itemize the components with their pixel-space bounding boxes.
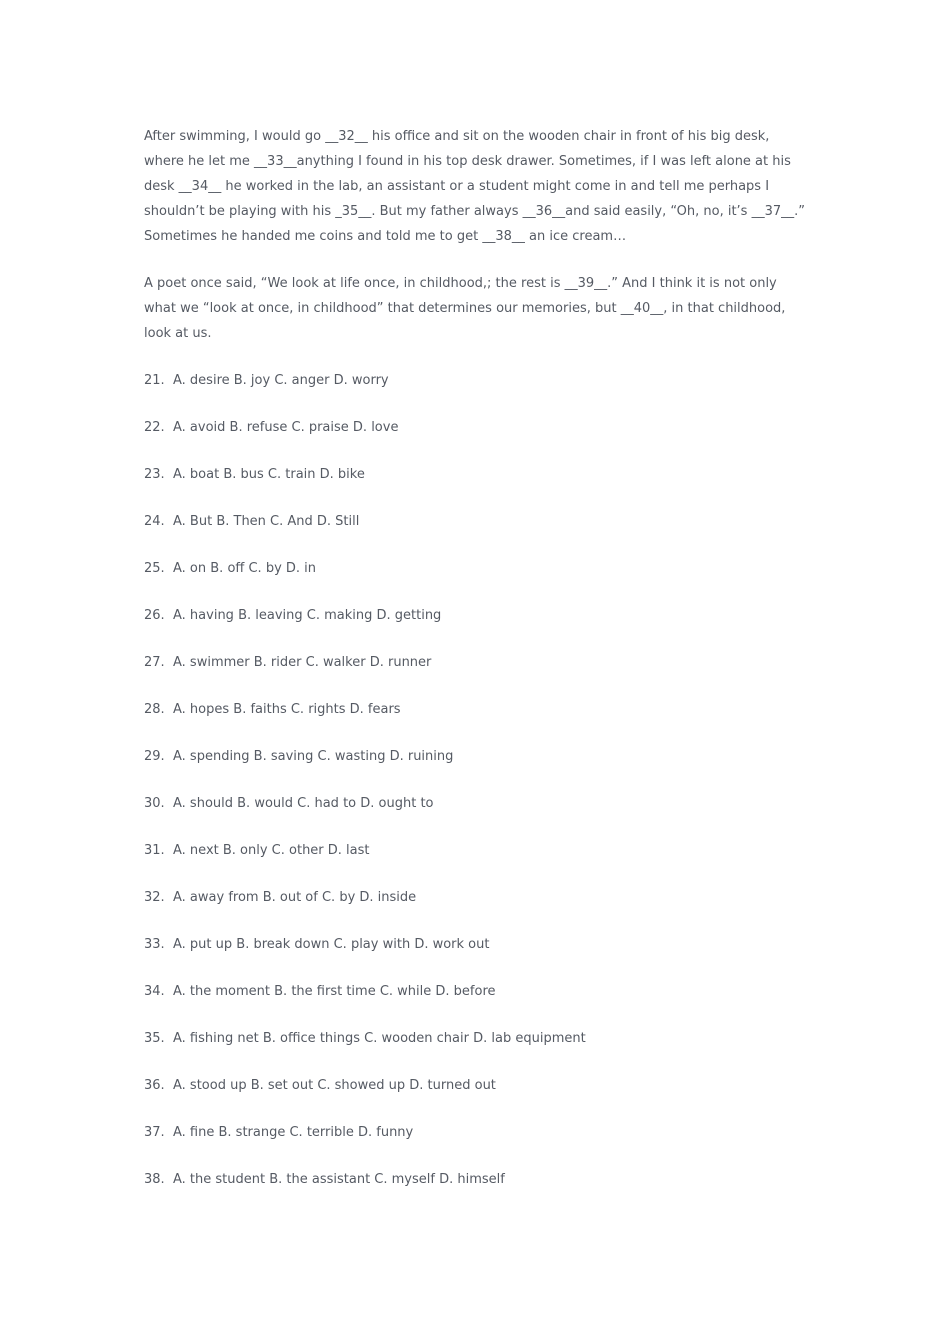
question-options: A. But B. Then C. And D. Still xyxy=(173,514,360,529)
question-item xyxy=(144,415,810,440)
question-options: A. avoid B. refuse C. praise D. love xyxy=(173,420,399,435)
question-number: 30. xyxy=(144,796,165,811)
question-options: A. swimmer B. rider C. walker D. runner xyxy=(173,655,432,670)
question-item xyxy=(144,1120,810,1145)
question-item xyxy=(144,744,810,769)
question-number: 24. xyxy=(144,514,165,529)
question-item xyxy=(144,1073,810,1098)
question-item xyxy=(144,509,810,534)
question-list xyxy=(144,368,810,1192)
question-options: A. boat B. bus C. train D. bike xyxy=(173,467,365,482)
question-options: A. stood up B. set out C. showed up D. turned out xyxy=(173,1078,496,1093)
question-number: 32. xyxy=(144,890,165,905)
question-item xyxy=(144,462,810,487)
question-options: A. having B. leaving C. making D. getting xyxy=(173,608,442,623)
question-options: A. next B. only C. other D. last xyxy=(173,843,370,858)
question-options: A. fishing net B. office things C. wooden chair D. lab equipment xyxy=(173,1031,586,1046)
question-number: 31. xyxy=(144,843,165,858)
question-number: 29. xyxy=(144,749,165,764)
passage-paragraph: After swimming, I would go __32__ his office and sit on the wooden chair in front of his big desk, where he let me __33__anything I found in his top desk drawer. Sometimes, if I was left alone at his desk __34__ he worked in the lab, an assistant or a student might come in and tell me perhaps I shouldn’t be playing with his _35__. But my father always __36__and said easily, “Oh, no, it’s __37__.” Sometimes he handed me coins and told me to get __38__ an ice cream… xyxy=(144,129,806,244)
question-item xyxy=(144,556,810,581)
question-item xyxy=(144,979,810,1004)
question-options: A. should B. would C. had to D. ought to xyxy=(173,796,434,811)
document-page xyxy=(144,124,810,1214)
question-item xyxy=(144,885,810,910)
question-number: 25. xyxy=(144,561,165,576)
question-number: 35. xyxy=(144,1031,165,1046)
question-options: A. on B. off C. by D. in xyxy=(173,561,317,576)
question-number: 21. xyxy=(144,373,165,388)
question-number: 26. xyxy=(144,608,165,623)
question-item xyxy=(144,1026,810,1051)
question-item xyxy=(144,838,810,863)
question-number: 33. xyxy=(144,937,165,952)
question-item xyxy=(144,603,810,628)
question-options: A. spending B. saving C. wasting D. ruining xyxy=(173,749,454,764)
question-options: A. put up B. break down C. play with D. work out xyxy=(173,937,490,952)
question-options: A. the moment B. the first time C. while D. before xyxy=(173,984,496,999)
question-number: 37. xyxy=(144,1125,165,1140)
question-number: 23. xyxy=(144,467,165,482)
question-options: A. desire B. joy C. anger D. worry xyxy=(173,373,389,388)
question-item xyxy=(144,932,810,957)
question-item xyxy=(144,791,810,816)
question-number: 22. xyxy=(144,420,165,435)
question-item xyxy=(144,1167,810,1192)
question-item xyxy=(144,368,810,393)
question-options: A. fine B. strange C. terrible D. funny xyxy=(173,1125,414,1140)
question-number: 38. xyxy=(144,1172,165,1187)
question-item xyxy=(144,697,810,722)
question-options: A. away from B. out of C. by D. inside xyxy=(173,890,417,905)
question-number: 36. xyxy=(144,1078,165,1093)
question-options: A. hopes B. faiths C. rights D. fears xyxy=(173,702,401,717)
question-number: 28. xyxy=(144,702,165,717)
question-number: 27. xyxy=(144,655,165,670)
question-number: 34. xyxy=(144,984,165,999)
passage-paragraph: A poet once said, “We look at life once, in childhood,; the rest is __39__.” And I think it is not only what we “look at once, in childhood” that determines our memories, but __40__, in that childhood, look at us. xyxy=(144,276,786,341)
question-options: A. the student B. the assistant C. myself D. himself xyxy=(173,1172,505,1187)
question-item xyxy=(144,650,810,675)
